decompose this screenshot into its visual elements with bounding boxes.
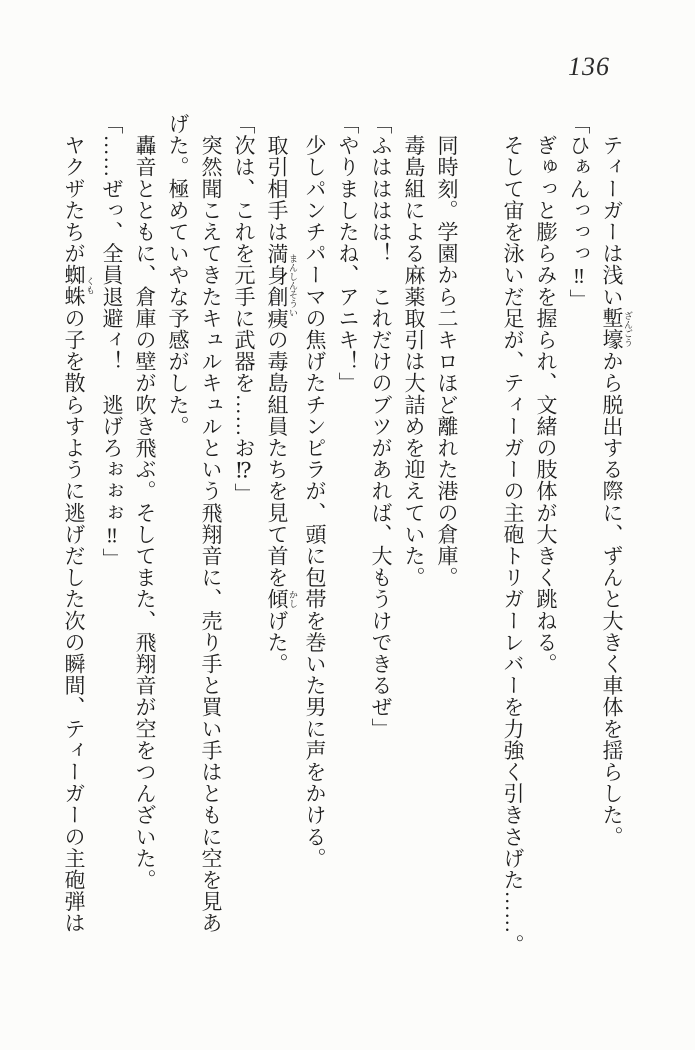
text-line: 「ふはははは！ これだけのブツがあれば、大もうけできるぜ」 <box>369 113 393 740</box>
text-line: 毒島組による麻薬取引は大詰めを迎えていた。 <box>402 134 426 589</box>
text-line: げた。極めていやな予感がした。 <box>166 113 190 437</box>
text-line: 「ひぁんっっっ‼」 <box>567 113 591 311</box>
text-line: そして宙を泳いだ足が、ティーガーの主砲トリガーレバーを力強く引きさげた……。 <box>501 134 525 956</box>
vertical-text-block <box>57 113 633 958</box>
text-line: 同時刻。学園から二キロほど離れた港の倉庫。 <box>435 134 459 589</box>
text-line: 少しパンチパーマの焦げたチンピラが、頭に包帯を巻いた男に声をかける。 <box>303 134 327 870</box>
text-line: 突然聞こえてきたキュルキュルという飛翔音に、売り手と買い手はともに空を見あ <box>199 134 223 934</box>
text-line: 取引相手は満身創痍 まんしんそういの毒島組員たちを見て首を傾 かしげた。 <box>265 134 298 675</box>
page-number: 136 <box>568 52 610 81</box>
text-line: 「次は、これを元手に武器を……お⁉」 <box>232 113 256 505</box>
ruby-annotated-word: 蜘蛛 くも <box>62 264 95 308</box>
ruby-annotated-word: 傾 かし <box>265 588 298 610</box>
ruby-annotated-word: 満身創痍 まんしんそうい <box>265 242 298 330</box>
blank-line <box>463 113 496 958</box>
text-line: ぎゅっと膨らみを握られ、文緒の肢体が大きく跳ねる。 <box>534 134 558 675</box>
text-line: 「……ぜっ、全員退避ィ！ 逃げろぉぉぉ‼」 <box>100 113 124 570</box>
text-line: ヤクザたちが蜘蛛 くもの子を散らすように逃げだした次の瞬間、ティーガーの主砲弾は <box>62 134 95 934</box>
ruby-annotated-word: 塹壕 ざんごう <box>600 307 633 351</box>
text-line: ティーガーは浅い塹壕 ざんごうから脱出する際に、ずんと大きく車体を揺らした。 <box>600 134 633 848</box>
text-line: 「やりましたね、アニキ！」 <box>336 113 360 394</box>
text-line: 轟音とともに、倉庫の壁が吹き飛ぶ。そしてまた、飛翔音が空をつんざいた。 <box>133 134 157 891</box>
